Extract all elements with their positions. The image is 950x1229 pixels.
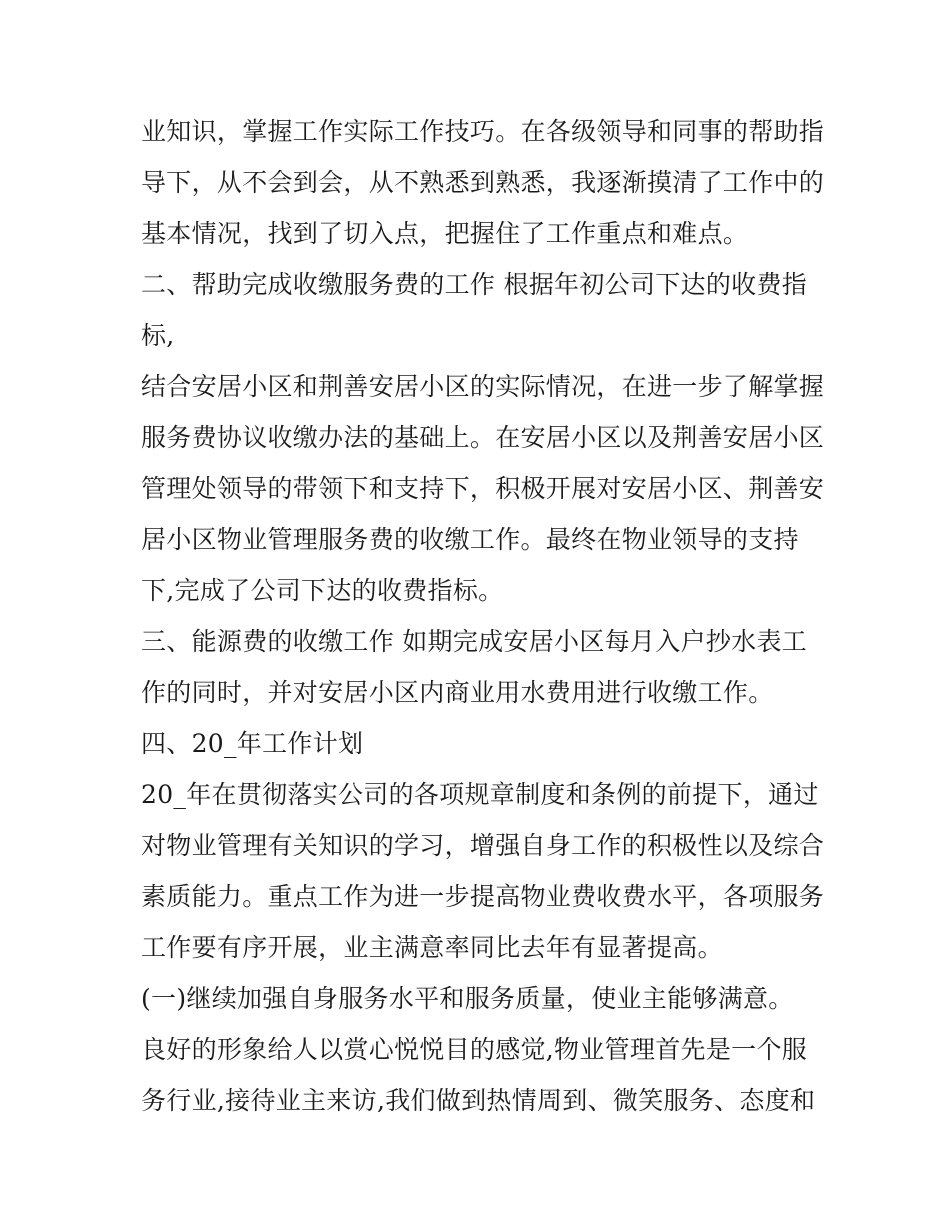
- text-line: 业知识，掌握工作实际工作技巧。在各级领导和同事的帮助指: [141, 117, 825, 146]
- text-line: 导下，从不会到会，从不熟悉到熟悉，我逐渐摸清了工作中的: [141, 168, 825, 197]
- text-line: 结合安居小区和荆善安居小区的实际情况，在进一步了解掌握: [141, 372, 825, 401]
- text-line: 基本情况，找到了切入点，把握住了工作重点和难点。: [141, 219, 749, 248]
- section-heading-4: 四、20_年工作计划: [141, 729, 364, 758]
- text-line: 对物业管理有关知识的学习，增强自身工作的积极性以及综合: [141, 831, 825, 860]
- subsection-heading-1: (一)继续加强自身服务水平和服务质量，使业主能够满意。: [141, 984, 794, 1013]
- text-line: 标,: [141, 321, 175, 350]
- text-line: 工作要有序开展，业主满意率同比去年有显著提高。: [141, 933, 723, 962]
- section-heading-2: 二、帮助完成收缴服务费的工作 根据年初公司下达的收费指: [141, 270, 808, 299]
- text-line: 管理处领导的带领下和支持下，积极开展对安居小区、荆善安: [141, 474, 825, 503]
- document-body: [141, 106, 825, 1126]
- text-line: 居小区物业管理服务费的收缴工作。最终在物业领导的支持: [141, 525, 799, 554]
- text-line: 良好的形象给人以赏心悦悦目的感觉,物业管理首先是一个服: [141, 1035, 808, 1064]
- text-line: 20_年在贯彻落实公司的各项规章制度和条例的前提下，通过: [141, 780, 819, 809]
- text-line: 务行业,接待业主来访,我们做到热情周到、微笑服务、态度和: [141, 1086, 816, 1115]
- text-line: 服务费协议收缴办法的基础上。在安居小区以及荆善安居小区: [141, 423, 825, 452]
- text-line: 下,完成了公司下达的收费指标。: [141, 576, 504, 605]
- section-heading-3: 三、能源费的收缴工作 如期完成安居小区每月入户抄水表工: [141, 627, 808, 656]
- text-line: 素质能力。重点工作为进一步提高物业费收费水平，各项服务: [141, 882, 825, 911]
- text-line: 作的同时，并对安居小区内商业用水费用进行收缴工作。: [141, 678, 774, 707]
